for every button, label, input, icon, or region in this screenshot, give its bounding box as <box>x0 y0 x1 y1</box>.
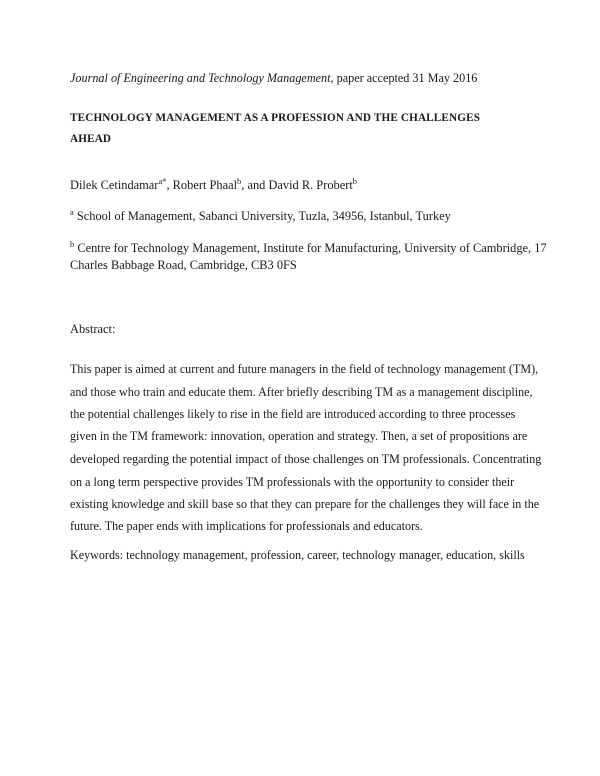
author-list <box>70 177 357 193</box>
affiliation-b-continued: Charles Babbage Road, Cambridge, CB3 0FS <box>70 258 297 272</box>
abstract-line: existing knowledge and skill base so that they can prepare for the challenges they will face in the <box>70 497 540 511</box>
author-separator: , and <box>241 178 269 192</box>
abstract-line: given in the TM framework: innovation, operation and strategy. Then, a set of propositions are <box>70 429 528 443</box>
abstract-line: This paper is aimed at current and future managers in the field of technology management (TM), <box>70 362 539 376</box>
author-separator: , <box>166 178 173 192</box>
affiliation-text: School of Management, Sabanci University, Tuzla, 34956, Istanbul, Turkey <box>73 209 451 223</box>
author-affiliation-marker: a* <box>158 176 167 186</box>
keywords-line: Keywords: technology management, profession, career, technology manager, education, skills <box>70 548 525 562</box>
author-affiliation-marker: b <box>237 176 242 186</box>
author-affiliation-marker: b <box>352 176 358 186</box>
paper-title-line-2: AHEAD <box>70 133 112 145</box>
paper-title-line-1: TECHNOLOGY MANAGEMENT AS A PROFESSION AND THE CHALLENGES <box>70 112 481 124</box>
acceptance-note: paper accepted 31 May 2016 <box>333 71 478 85</box>
abstract-line: on a long term perspective provides TM professionals with the opportunity to consider their <box>70 475 515 489</box>
abstract-line: the potential challenges likely to rise in the field are introduced according to three processes <box>70 407 516 421</box>
author-name: Robert Phaal <box>172 178 238 192</box>
affiliation-text: Centre for Technology Management, Institute for Manufacturing, University of Cambridge, 17 <box>74 241 547 255</box>
affiliation-b <box>70 240 547 256</box>
abstract-heading: Abstract: <box>70 322 116 336</box>
journal-name: Journal of Engineering and Technology Management, <box>70 71 334 85</box>
affiliation-marker: b <box>70 239 75 249</box>
author-name: David R. Probert <box>268 178 353 192</box>
author-name: Dilek Cetindamar <box>70 178 159 192</box>
journal-header <box>70 70 477 86</box>
affiliation-marker: a <box>70 207 74 217</box>
abstract-line: future. The paper ends with implications for professionals and educators. <box>70 519 423 533</box>
abstract-line: and those who train and educate them. After briefly describing TM as a management discipline, <box>70 385 533 399</box>
abstract-line: developed regarding the potential impact of those challenges on TM professionals. Concentrating <box>70 452 542 466</box>
affiliation-a <box>70 208 451 224</box>
